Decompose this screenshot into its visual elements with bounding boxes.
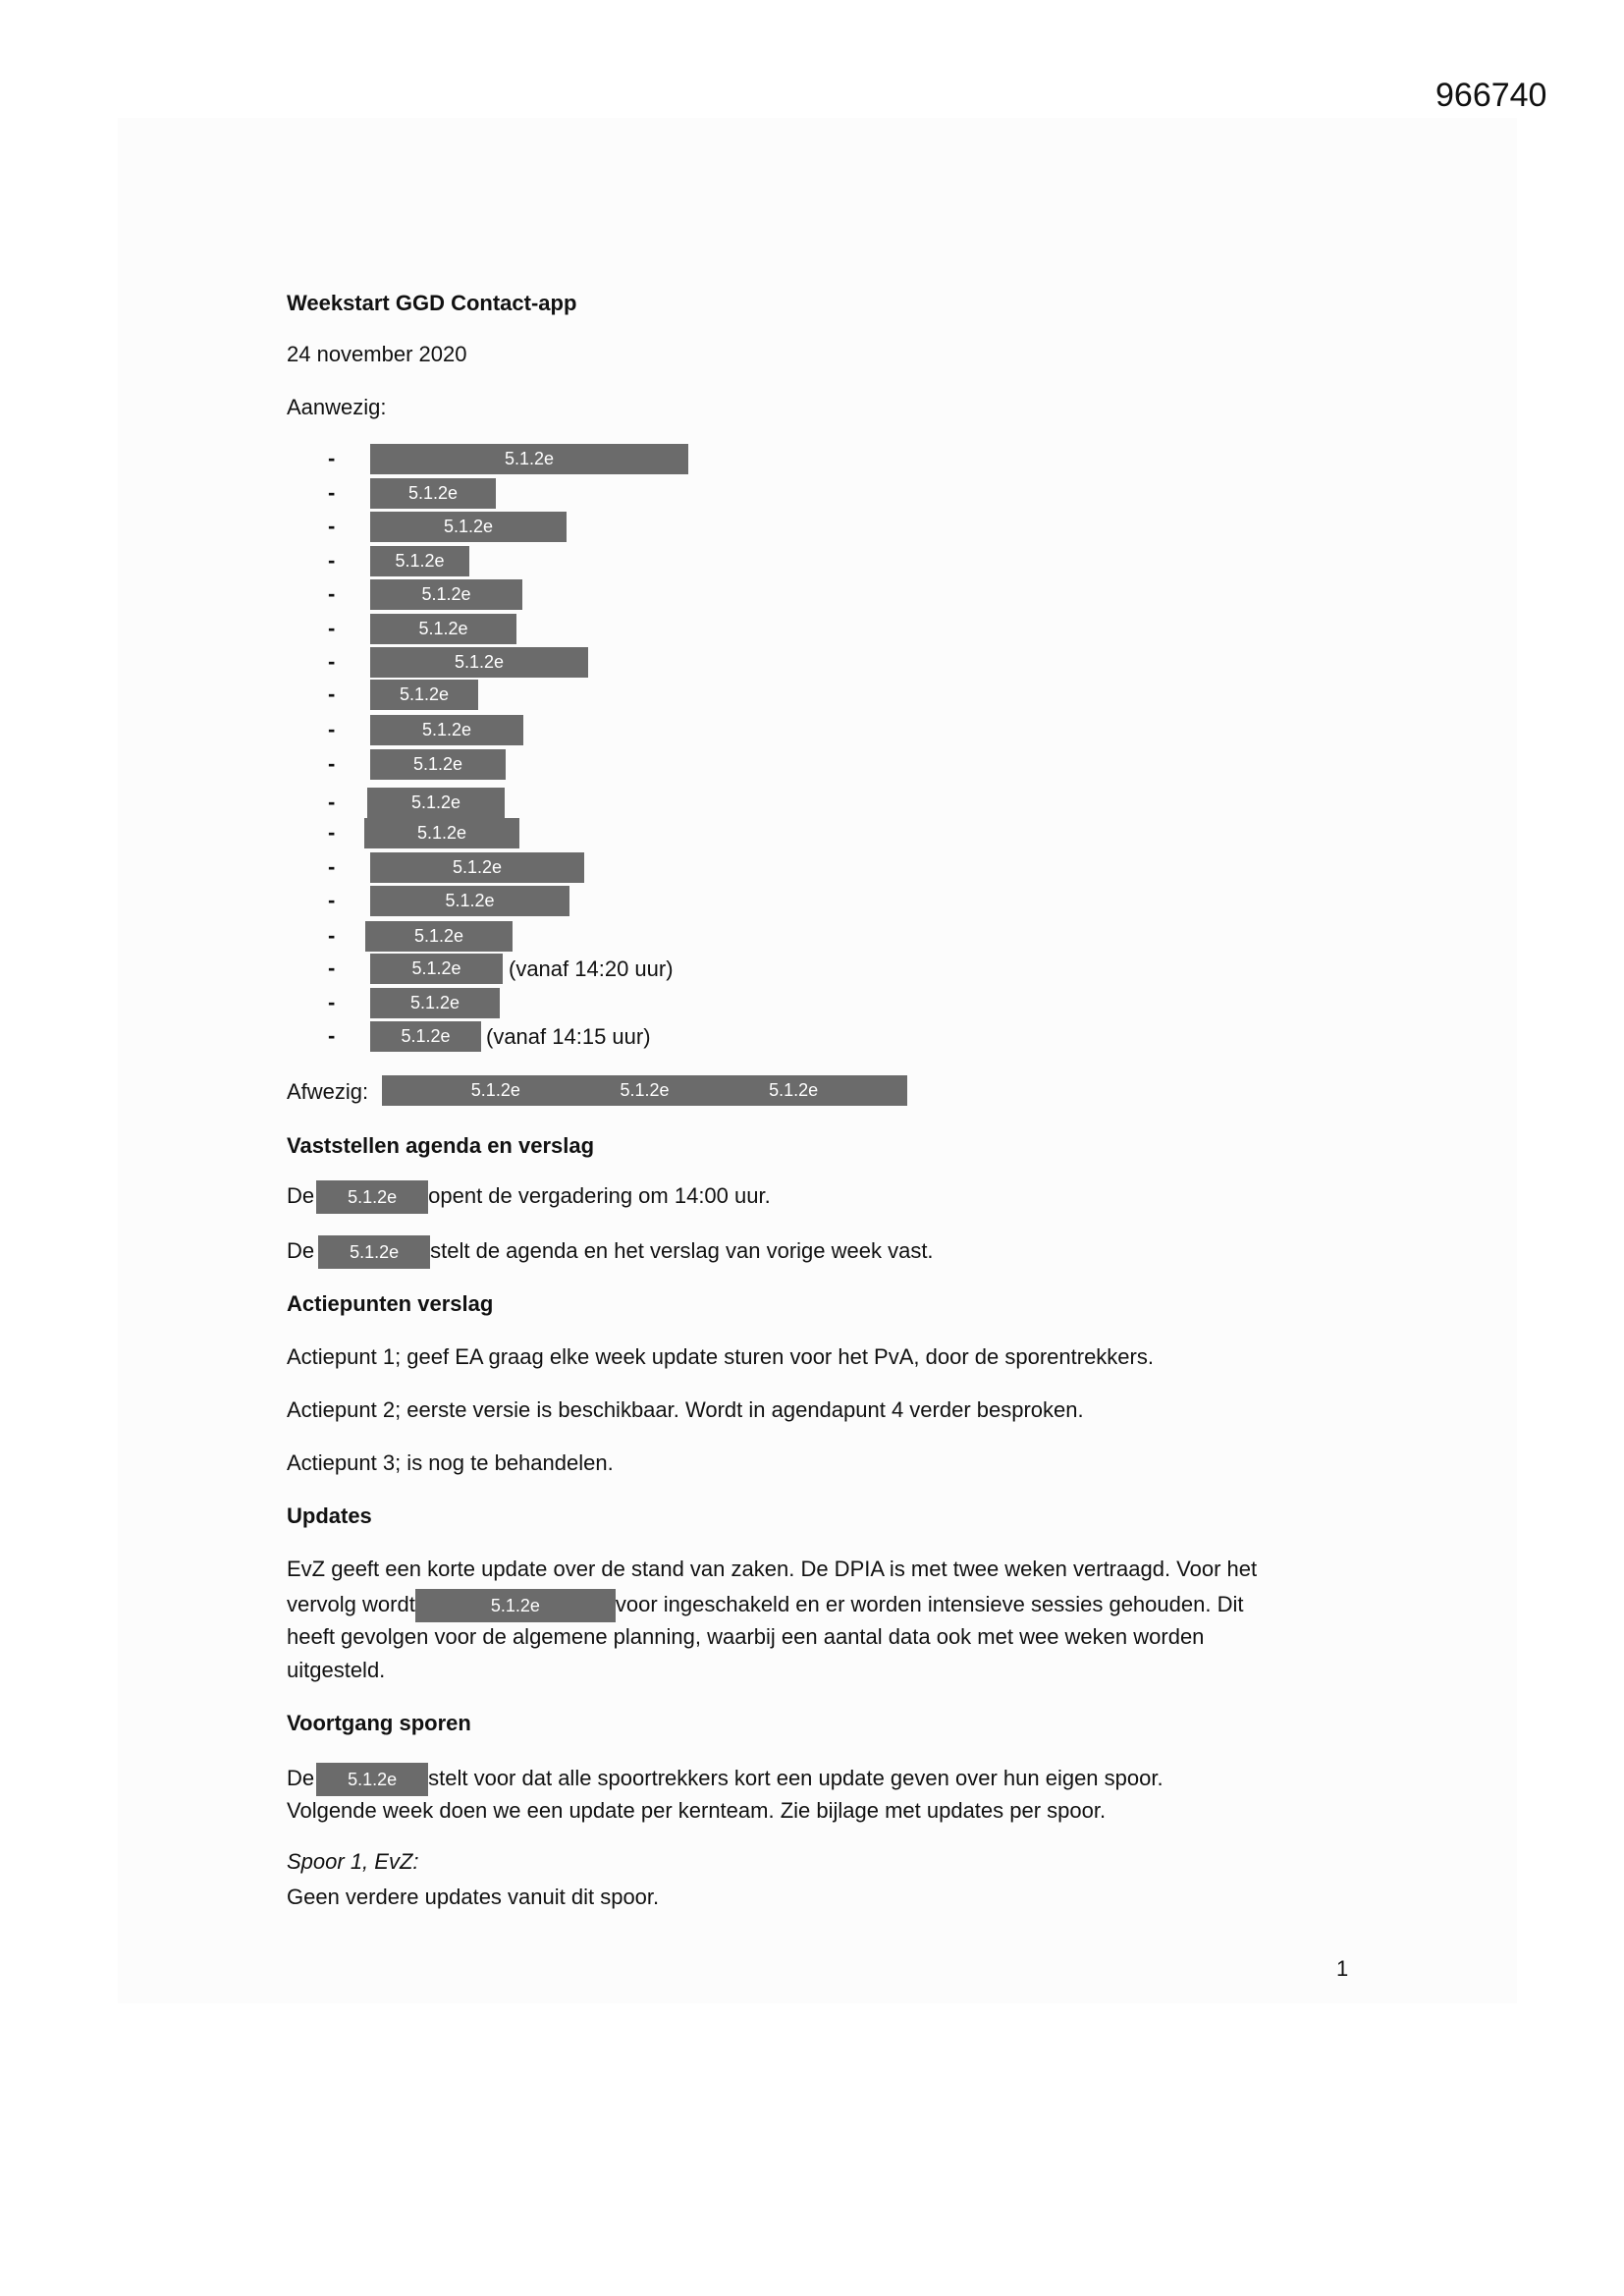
progress-line-2: Volgende week doen we een update per kernteam. Zie bijlage met updates per spoor. — [287, 1798, 1107, 1823]
bullet-dash: - — [328, 649, 336, 674]
bullet-dash: - — [328, 682, 336, 706]
absent-redaction — [382, 1075, 907, 1106]
attendee-redaction: 5.1.2e — [370, 715, 523, 745]
attendee-redaction: 5.1.2e — [370, 444, 688, 474]
bullet-dash: - — [328, 480, 336, 505]
attendee-redaction: 5.1.2e — [365, 921, 513, 952]
attendee-redaction: 5.1.2e — [370, 512, 567, 542]
action-item-3: Actiepunt 3; is nog te behandelen. — [287, 1450, 614, 1475]
meeting-date: 24 november 2020 — [287, 342, 467, 366]
attendee-redaction: 5.1.2e — [367, 788, 505, 818]
attendee-redaction: 5.1.2e — [370, 647, 588, 678]
updates-line-4: uitgesteld. — [287, 1658, 386, 1682]
attendee-redaction: 5.1.2e — [370, 478, 496, 509]
attendee-redaction: 5.1.2e — [370, 988, 500, 1018]
redacted-name: 5.1.2e — [620, 1080, 670, 1100]
text: opent de vergadering om 14:00 uur. — [428, 1182, 771, 1208]
redacted-name: 5.1.2e — [769, 1080, 819, 1100]
attendee-note: (vanaf 14:15 uur) — [486, 1024, 651, 1049]
bullet-dash: - — [328, 751, 336, 776]
attendee-redaction: 5.1.2e — [370, 852, 584, 883]
attendee-redaction: 5.1.2e — [370, 546, 469, 576]
redaction-box: 5.1.2e — [318, 1235, 430, 1269]
attendee-redaction: 5.1.2e — [364, 818, 519, 848]
redaction-box: 5.1.2e — [316, 1180, 428, 1214]
attendee-redaction: 5.1.2e — [370, 1021, 481, 1052]
text: voor ingeschakeld en er worden intensieve sessies gehouden. Dit — [615, 1591, 1244, 1616]
track-text: Geen verdere updates vanuit dit spoor. — [287, 1885, 660, 1909]
text: stelt de agenda en het verslag van vorige week vast. — [430, 1237, 934, 1263]
progress-line-1 — [287, 1763, 1164, 1796]
text: De — [287, 1237, 315, 1263]
attendee-redaction: 5.1.2e — [370, 614, 516, 644]
absent-label: Afwezig: — [287, 1079, 369, 1104]
redaction-box: 5.1.2e — [316, 1763, 428, 1796]
section-heading-agenda: Vaststellen agenda en verslag — [287, 1133, 595, 1158]
text: vervolg wordt — [287, 1591, 415, 1616]
attendee-note: (vanaf 14:20 uur) — [509, 957, 674, 981]
agenda-line-2 — [287, 1235, 934, 1269]
bullet-dash: - — [328, 616, 336, 640]
bullet-dash: - — [328, 717, 336, 741]
attendee-redaction: 5.1.2e — [370, 579, 522, 610]
bullet-dash: - — [328, 820, 336, 845]
bullet-dash: - — [328, 1023, 336, 1048]
bullet-dash: - — [328, 581, 336, 606]
page-number: 1 — [1336, 1956, 1349, 1981]
bullet-dash: - — [328, 854, 336, 879]
bullet-dash: - — [328, 923, 336, 948]
bullet-dash: - — [328, 956, 336, 980]
bullet-dash: - — [328, 790, 336, 814]
section-heading-progress: Voortgang sporen — [287, 1711, 471, 1735]
redacted-name: 5.1.2e — [470, 1080, 520, 1100]
attendee-redaction: 5.1.2e — [370, 954, 503, 984]
agenda-line-1 — [287, 1180, 771, 1214]
document-number: 966740 — [1435, 77, 1547, 114]
bullet-dash: - — [328, 888, 336, 912]
text: stelt voor dat alle spoortrekkers kort een update geven over hun eigen spoor. — [428, 1765, 1164, 1790]
action-item-1: Actiepunt 1; geef EA graag elke week update sturen voor het PvA, door de sporentrekkers. — [287, 1344, 1154, 1369]
bullet-dash: - — [328, 446, 336, 470]
text: De — [287, 1182, 315, 1208]
bullet-dash: - — [328, 514, 336, 538]
section-heading-actions: Actiepunten verslag — [287, 1291, 494, 1316]
attendee-redaction: 5.1.2e — [370, 680, 478, 710]
attendee-redaction: 5.1.2e — [370, 749, 506, 780]
text: De — [287, 1765, 315, 1790]
redaction-box: 5.1.2e — [415, 1589, 616, 1622]
action-item-2: Actiepunt 2; eerste versie is beschikbaar. Wordt in agendapunt 4 verder besproken. — [287, 1397, 1084, 1422]
updates-line-1: EvZ geeft een korte update over de stand van zaken. De DPIA is met twee weken vertraagd. Voor het — [287, 1557, 1258, 1581]
bullet-dash: - — [328, 990, 336, 1014]
section-heading-updates: Updates — [287, 1503, 372, 1528]
attendee-redaction: 5.1.2e — [370, 886, 569, 916]
track-label: Spoor 1, EvZ: — [287, 1849, 419, 1874]
bullet-dash: - — [328, 548, 336, 573]
updates-line-2 — [287, 1589, 1243, 1622]
updates-line-3: heeft gevolgen voor de algemene planning, waarbij een aantal data ook met wee weken worden — [287, 1624, 1205, 1649]
present-label: Aanwezig: — [287, 395, 387, 419]
document-title: Weekstart GGD Contact-app — [287, 291, 577, 315]
